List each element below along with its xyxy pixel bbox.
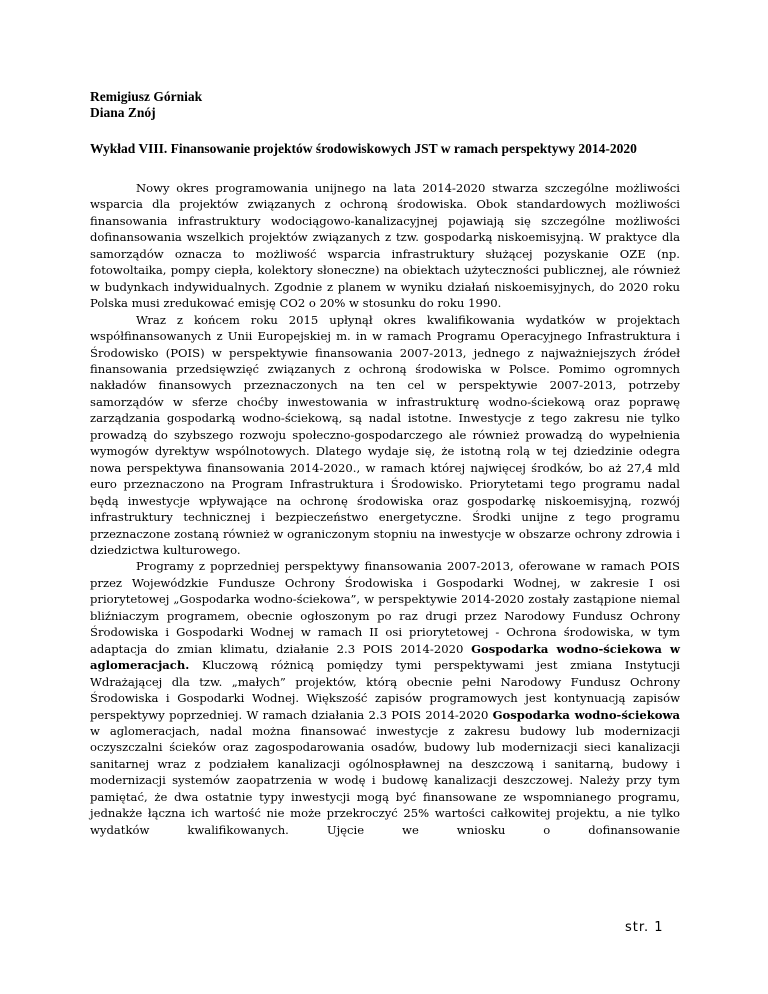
author-name: Diana Znój bbox=[90, 105, 156, 120]
page-number: str. 1 bbox=[625, 920, 664, 935]
text-run: Wraz z końcem roku 2015 upłynął okres kwalifikowania wydatków w projektach współfinansowanych z Unii Europejskiej m. in w ramach Programu Operacyjnego Infrastruktura i Środowisko (POIS) w perspektywie finansowania 2007-2013, jednego z najważniejszych źródeł finansowania przedsięwzięć związanych z ochroną środowiska w Polsce. Pomimo ogromnych nakładów finansowych przeznaczonych na ten cel w perspektywie 2007-2013, potrzeby samorządów w sferze choćby inwestowania w infrastrukturę wodno-ściekową oraz poprawę zarządzania gospodarką wodno-ściekową, są nadal istotne. Inwestycje z tego zakresu nie tylko prowadzą do szybszego rozwoju społeczno-gospodarczego ale również prowadzą do wypełnienia wymogów dyrektyw wspólnotowych. Dlatego wydaje się, że istotną rolą w tej dziedzinie odegra nowa perspektywa finansowania 2014-2020., w ramach której najwięcej środków, bo aż 27,4 mld euro przeznaczono na Program Infrastruktura i Środowisko. Priorytetami tego programu nadal będą inwestycje wpływające na ochronę środowiska oraz gospodarkę niskoemisyjną, rozwój infrastruktury technicznej i bezpieczeństwo energetyczne. Środki unijne z tego programu przeznaczone zostaną również w ograniczonym stopniu na inwestycje w obszarze ochrony zdrowia i dziedzictwa kulturowego. bbox=[90, 312, 680, 557]
paragraph bbox=[90, 558, 680, 838]
text-run: Kluczową różnicą pomiędzy tymi perspektywami jest zmiana Instytucji Wdrażającej dla tzw. „małych” projektów, którą obecnie pełni Narodowy Fundusz Ochrony Środowiska i Gospodarki Wodnej. Większość zapisów programowych jest kontynuacją zapisów perspektywy poprzedniej. W ramach działania 2.3 POIS 2014-2020 bbox=[90, 658, 680, 722]
text-run: Programy z poprzedniej perspektywy finansowania 2007-2013, oferowane w ramach POIS przez Wojewódzkie Fundusze Ochrony Środowiska i Gospodarki Wodnej, w zakresie I osi priorytetowej „Gospodarka wodno-ściekowa”, w perspektywie 2014-2020 zostały zastąpione niemal bliźniaczym programem, obecnie ogłoszonym po raz drugi przez Narodowy Fundusz Ochrony Środowiska i Gospodarki Wodnej w ramach II osi priorytetowej - Ochrona środowiska, w tym adaptacja do zmian klimatu, działanie 2.3 POIS 2014-2020 bbox=[90, 559, 680, 656]
paragraph bbox=[90, 180, 680, 312]
bold-text-run: Gospodarka wodno-ściekowa bbox=[492, 707, 680, 722]
body-text bbox=[90, 180, 680, 838]
paragraph bbox=[90, 312, 680, 559]
author-name: Remigiusz Górniak bbox=[90, 89, 203, 104]
authors bbox=[90, 89, 202, 121]
lecture-title: Wykład VIII. Finansowanie projektów środowiskowych JST w ramach perspektywy 2014-2020 bbox=[90, 141, 637, 156]
bold-text-run: Gospodarka wodno-ściekowa w aglomeracjach. bbox=[90, 641, 680, 673]
text-run: w aglomeracjach, nadal można finansować inwestycje z zakresu budowy lub modernizacji oczyszczalni ścieków oraz zagospodarowania osadów, budowy lub modernizacji sieci kanalizacji sanitarnej wraz z podziałem kanalizacji ogólnospławnej na deszczową i sanitarną, budowy i modernizacji systemów zaopatrzenia w wodę i budowę kanalizacji deszczowej. Należy przy tym pamiętać, że dwa ostatnie typy inwestycji mogą być finansowane ze wspomnianego programu, jednakże łączna ich wartość nie może przekroczyć 25% wartości całkowitej projektu, a nie tylko wydatków kwalifikowanych. Ujęcie we wniosku o dofinansowanie bbox=[90, 723, 680, 837]
text-run: Nowy okres programowania unijnego na lata 2014-2020 stwarza szczególne możliwości wsparcia dla projektów związanych z ochroną środowiska. Obok standardowych możliwości finansowania infrastruktury wodociągowo-kanalizacyjnej pojawiają się szczególne możliwości dofinansowania wszelkich projektów związanych z tzw. gospodarką niskoemisyjną. W praktyce dla samorządów oznacza to możliwość wsparcia infrastruktury służącej pozyskanie OZE (np. fotowoltaika, pompy ciepła, kolektory słoneczne) na obiektach użyteczności publicznej, ale również w budynkach indywidualnych. Zgodnie z planem w wyniku działań niskoemisyjnych, do 2020 roku Polska musi zredukować emisję CO2 o 20% w stosunku do roku 1990. bbox=[90, 181, 680, 311]
